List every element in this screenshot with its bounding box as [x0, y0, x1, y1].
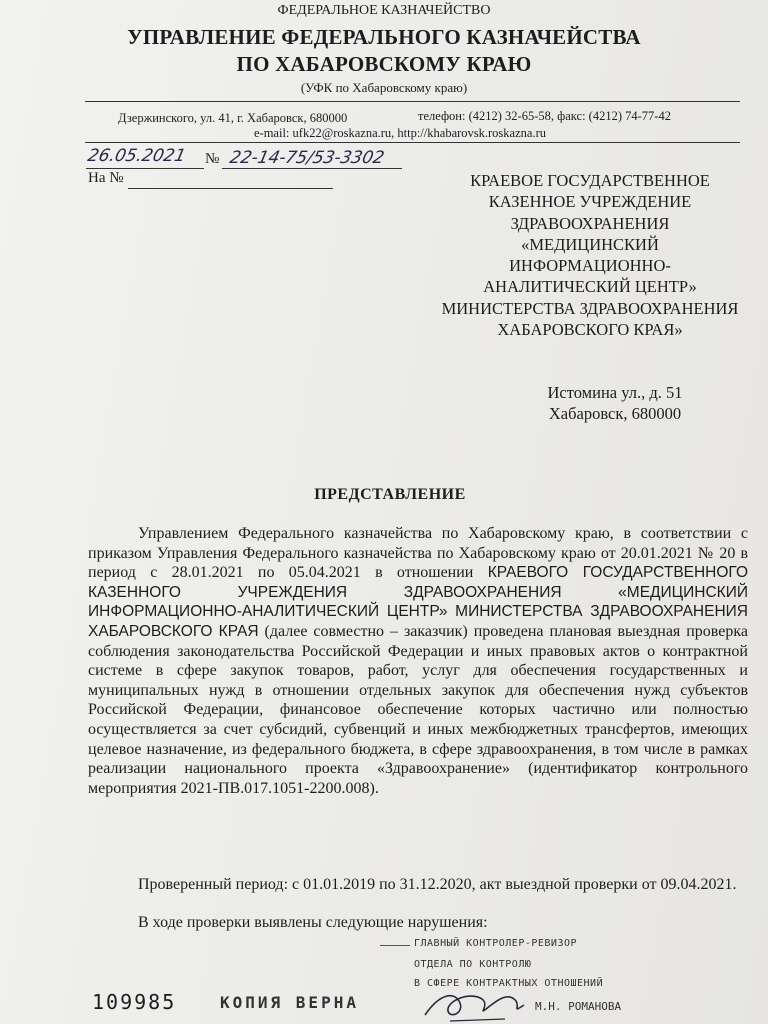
paragraph-1-entity: КРАЕВОГО ГОСУДАРСТВЕННОГО КАЗЕННОГО УЧРЕЖДЕНИЯ ЗДРАВООХРАНЕНИЯ «МЕДИЦИНСКИЙ ИНФОРМАЦИОННО-АНАЛИТИЧЕСКИЙ ЦЕНТР» МИНИСТЕРСТВА ЗДРАВООХРАНЕНИЯ ХАБАРОВСКОГО КРАЯ	[88, 564, 749, 640]
number-underline	[222, 168, 402, 169]
outgoing-no-prefix: №	[205, 151, 220, 167]
paragraph-3: В ходе проверки выявлены следующие нарушения:	[138, 914, 488, 931]
header-divider-top	[85, 101, 740, 102]
org-address: Дзержинского, ул. 41, г. Хабаровск, 680000	[118, 111, 348, 125]
recipient-city: Хабаровск, 680000	[548, 404, 682, 423]
signature-icon	[420, 985, 530, 1024]
org-title-line2: ПО ХАБАРОВСКОМУ КРАЮ	[236, 52, 532, 76]
reply-to-label: На №	[88, 170, 124, 186]
org-short-name: (УФК по Хабаровскому краю)	[300, 80, 468, 95]
org-phone: телефон: (4212) 32-65-58, факс: (4212) 74-77-42	[418, 109, 671, 123]
paragraph-1	[88, 524, 748, 798]
stamp-sphere: В СФЕРЕ КОНТРАКТНЫХ ОТНОШЕНИЙ	[414, 978, 604, 989]
paragraph-2: Проверенный период: с 01.01.2019 по 31.12.2020, акт выездной проверки от 09.04.2021.	[138, 876, 737, 893]
document-title: ПРЕДСТАВЛЕНИЕ	[314, 486, 466, 503]
stamp-department: ОТДЕЛА ПО КОНТРОЛЮ	[414, 959, 532, 970]
stamp-dash	[380, 945, 410, 946]
paragraph-1-body: (далее совместно – заказчик) проведена плановая выездная проверка соблюдения законодательства Российской Федерации и иных правовых актов о контрактной системе в сфере закупок товаров, работ, услуг для обеспечения государственных и муниципальных нужд в отношении отдельных закупок для обеспечения нужд субъектов Российской Федерации, финансовое обеспечение которых частично или полностью осуществляется за счет субсидий, субвенций и иных межбюджетных трансфертов, имеющих целевое назначение, из федерального бюджета, в сфере здравоохранения, в том числе в рамках реализации национального проекта «Здравоохранение» (идентификатор контрольного мероприятия 2021-ПВ.017.1051-2200.008).	[88, 622, 749, 797]
outgoing-number: 22-14-75/53-3302	[227, 148, 387, 168]
document-serial-number: 109985	[92, 990, 177, 1014]
outgoing-date: 26.05.2021	[85, 146, 188, 166]
header-divider-bottom	[85, 142, 740, 143]
date-underline	[86, 168, 204, 169]
recipient-street: Истомина ул., д. 51	[547, 383, 683, 402]
stamp-position: ГЛАВНЫЙ КОНТРОЛЕР-РЕВИЗОР	[414, 938, 578, 949]
signer-name: М.Н. РОМАНОВА	[535, 1000, 622, 1013]
recipient-name: КРАЕВОЕ ГОСУДАРСТВЕННОЕ КАЗЕННОЕ УЧРЕЖДЕНИЕ ЗДРАВООХРАНЕНИЯ «МЕДИЦИНСКИЙ ИНФОРМАЦИОННО-АНАЛИТИЧЕСКИЙ ЦЕНТР» МИНИСТЕРСТВА ЗДРАВООХРАНЕНИЯ ХАБАРОВСКОГО КРАЯ»	[441, 171, 739, 340]
treasury-label: ФЕДЕРАЛЬНОЕ КАЗНАЧЕЙСТВО	[277, 3, 491, 18]
org-title-line1: УПРАВЛЕНИЕ ФЕДЕРАЛЬНОГО КАЗНАЧЕЙСТВА	[127, 25, 641, 49]
reply-underline	[128, 188, 333, 189]
org-email: e-mail: ufk22@roskazna.ru, http://khabarovsk.roskazna.ru	[254, 126, 546, 140]
paragraph-1-intro: Управлением Федерального казначейства по Хабаровскому краю, в соответствии с приказом Управления Федерального казначейства по Хабаровскому краю от 20.01.2021 № 20 в период с 28.01.2021 по 05.04.2021 в отношении	[88, 525, 748, 582]
copy-certified-stamp: КОПИЯ ВЕРНА	[220, 993, 359, 1012]
